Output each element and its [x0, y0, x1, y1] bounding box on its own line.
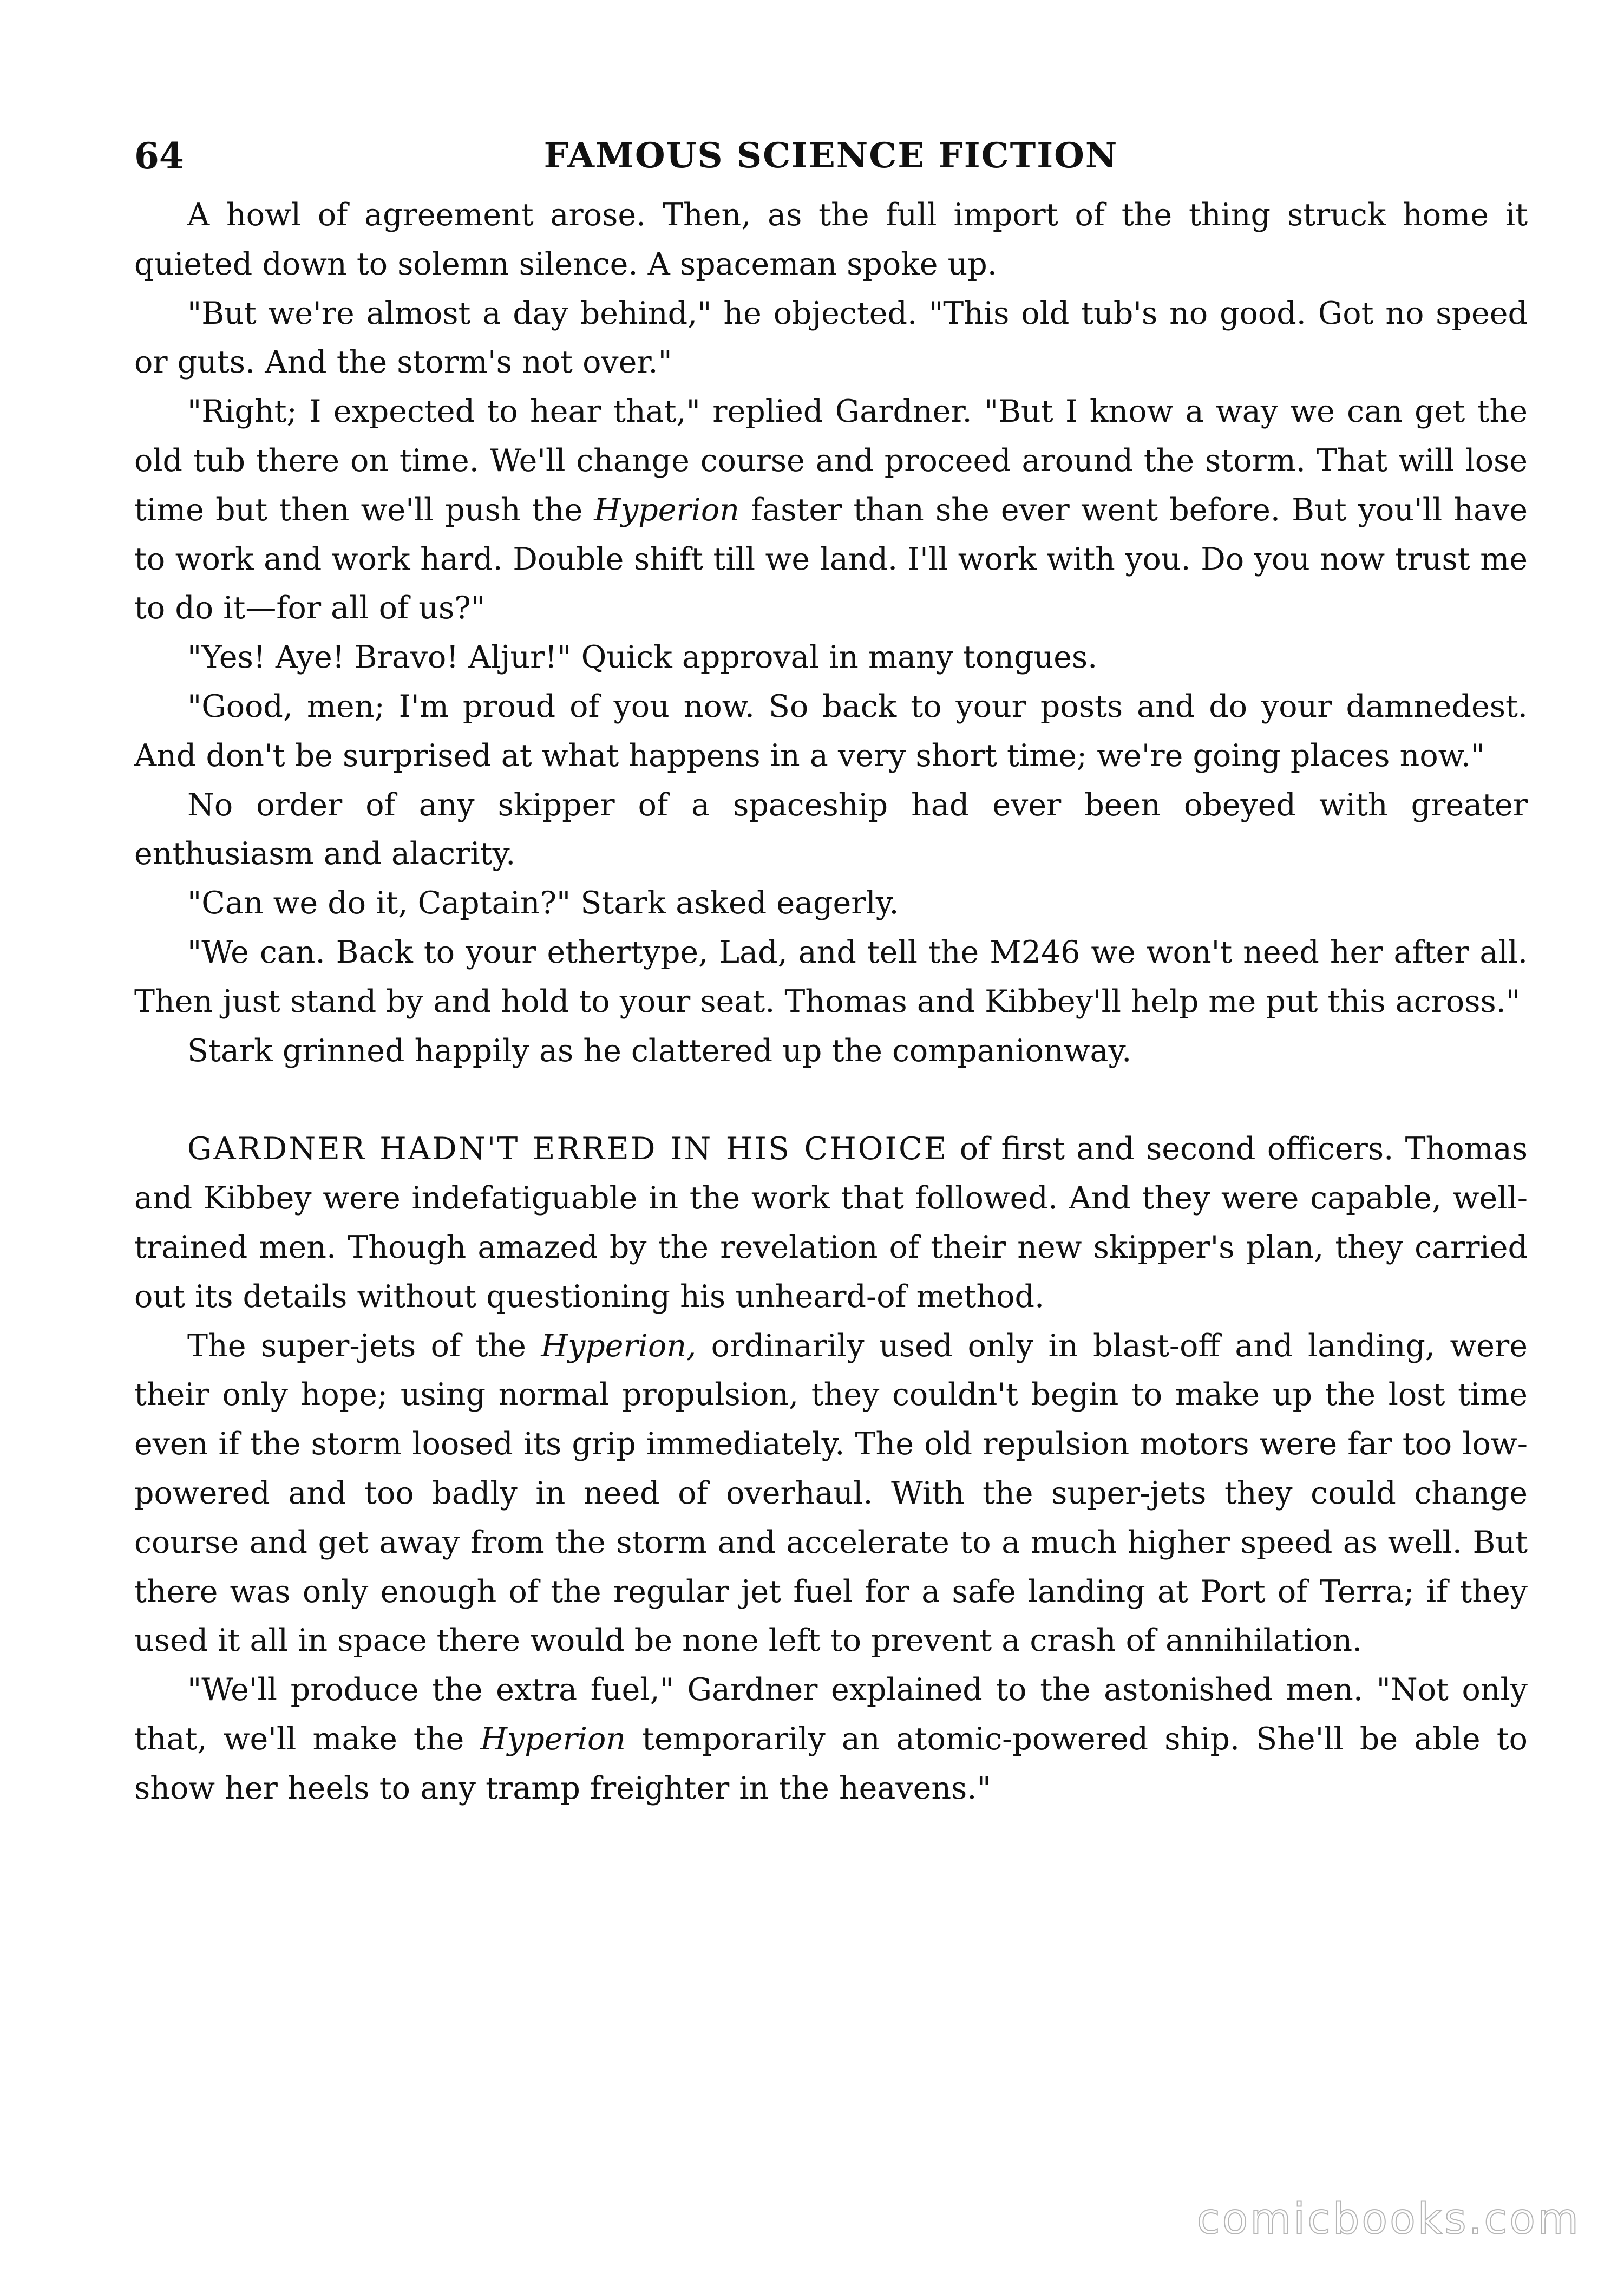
ship-name: Hyperion,: [541, 1328, 697, 1364]
paragraph: "Good, men; I'm proud of you now. So back to your posts and do your damnedest. And don't be surprised at what happens in a very short time; we're going places now.": [134, 688, 1528, 774]
section-lead-caps: GARDNER HADN'T ERRED IN HIS CHOICE: [187, 1131, 948, 1167]
paragraph: "We'll produce the extra fuel," Gardner explained to the astonished men. "Not only that, we'll make the Hyperion temporarily an atomic-powered ship. She'll be able to show her heels to any tramp freighter in the heavens.": [134, 1672, 1528, 1806]
body-text: [134, 191, 1528, 1813]
book-page: [134, 126, 1528, 1813]
paragraph: The super-jets of the Hyperion, ordinarily used only in blast-off and landing, were their only hope; using normal propulsion, they couldn't begin to make up the lost time even if the storm loosed its grip immediately. The old repulsion motors were far too low-powered and too badly in need of overhaul. With the super-jets they could change course and get away from the storm and accelerate to a much higher speed as well. But there was only enough of the regular jet fuel for a safe landing at Port of Terra; if they used it all in space there would be none left to prevent a crash of annihilation.: [134, 1328, 1528, 1659]
paragraph: "But we're almost a day behind," he objected. "This old tub's no good. Got no speed or guts. And the storm's not over.": [134, 295, 1528, 381]
ship-name: Hyperion: [480, 1721, 626, 1757]
watermark: comicbooks.com: [1196, 2195, 1581, 2244]
paragraph: No order of any skipper of a spaceship had ever been obeyed with greater enthusiasm and alacrity.: [134, 787, 1528, 872]
running-title: FAMOUS SCIENCE FICTION: [543, 135, 1118, 176]
section-opening-paragraph: GARDNER HADN'T ERRED IN HIS CHOICE of first and second officers. Thomas and Kibbey were indefatiguable in the work that followed. And they were capable, well-trained men. Though amazed by the revelation of their new skipper's plan, they carried out its details without questioning his unheard-of method.: [134, 1131, 1528, 1315]
paragraph: Stark grinned happily as he clattered up the companionway.: [187, 1033, 1132, 1069]
paragraph: A howl of agreement arose. Then, as the full import of the thing struck home it quieted down to solemn silence. A spaceman spoke up.: [134, 197, 1528, 282]
ship-name: Hyperion: [594, 492, 739, 528]
paragraph: "Yes! Aye! Bravo! Aljur!" Quick approval in many tongues.: [187, 639, 1098, 676]
paragraph: "We can. Back to your ethertype, Lad, and tell the M246 we won't need her after all. Then just stand by and hold to your seat. Thomas and Kibbey'll help me put this across.": [134, 934, 1528, 1020]
page-number: 64: [134, 135, 184, 177]
paragraph: "Right; I expected to hear that," replied Gardner. "But I know a way we can get the old tub there on time. We'll change course and proceed around the storm. That will lose time but then we'll push the Hyperion faster than she ever went before. But you'll have to work and work hard. Double shift till we land. I'll work with you. Do you now trust me to do it—for all of us?": [134, 394, 1528, 626]
page-header: [134, 126, 1528, 186]
paragraph: "Can we do it, Captain?" Stark asked eagerly.: [187, 885, 899, 922]
